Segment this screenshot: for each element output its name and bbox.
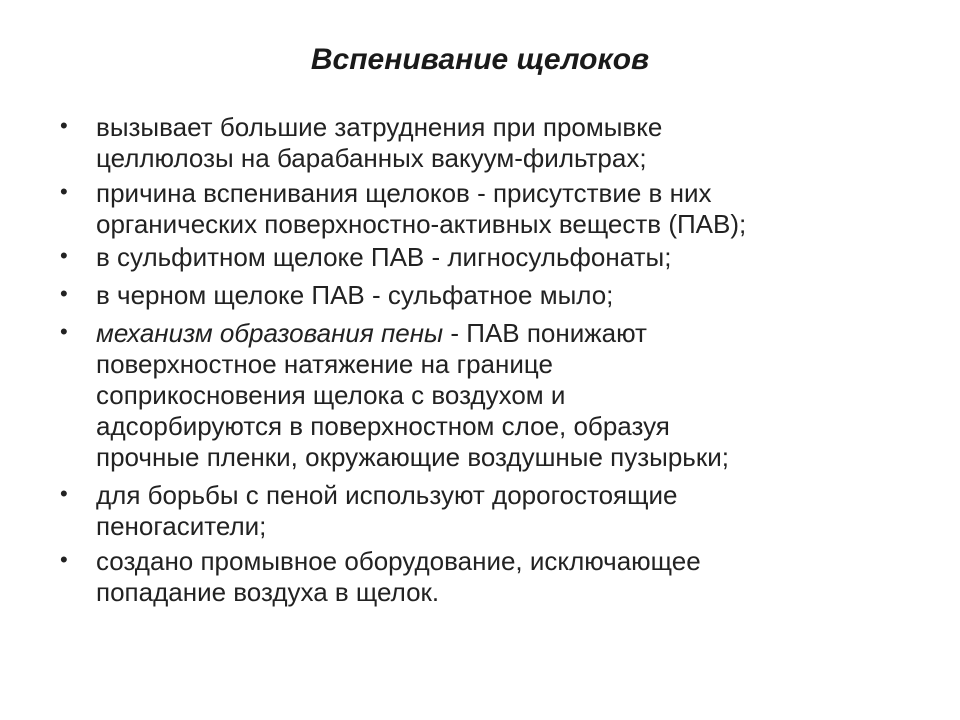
slide-title: Вспенивание щелоков [310,43,650,76]
bullet-icon: • [60,113,68,138]
bullet-icon: • [60,547,68,572]
bullet-text: в сульфитном щелоке ПАВ - лигносульфонаты; [96,242,672,272]
bullet-icon: • [60,481,68,506]
bullet-text [96,318,926,473]
bullet-text: вызывает большие затруднения при промывке целлюлозы на барабанных вакуум-фильтрах; [96,112,663,173]
bullet-icon: • [60,319,68,344]
bullet-text: в черном щелоке ПАВ - сульфатное мыло; [96,280,614,310]
bullet-text: для борьбы с пеной используют дорогостоящие пеногасители; [96,480,678,541]
bullet-icon: • [60,243,68,268]
bullet-text-rest: - ПАВ понижают поверхностное натяжение на границе соприкосновения щелока с воздухом и адсорбируются в поверхностном слое, образуя прочные пленки, окружающие воздушные пузырьки; [96,318,729,472]
bullet-icon: • [60,281,68,306]
bullet-text: причина вспенивания щелоков - присутствие в них органических поверхностно-активных веществ (ПАВ); [96,178,747,239]
bullet-emphasis: механизм образования пены [96,318,444,348]
bullet-text: создано промывное оборудование, исключающее попадание воздуха в щелок. [96,546,701,607]
bullet-icon: • [60,179,68,204]
